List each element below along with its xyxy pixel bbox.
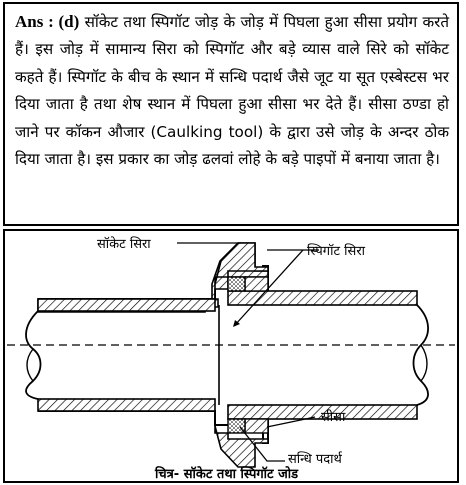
- socket-pipe-wall-top: [38, 299, 215, 311]
- right-break-inner: [421, 345, 427, 381]
- answer-text: सॉकेट तथा स्पिगॉट जोड़ के जोड़ में पिघला हुआ सीसा प्रयोग करते हैं। इस जोड़ में सामान्य सिरा को स्पिगॉट और बड़े व्यास वाले सिरे को सॉकेट कहते हैं। स्पिगॉट के बीच के स्थान में सन्धि पदार्थ जैसे जूट या सूत एस्बेस्टस भर दिया जाता है तथा शेष स्थान में पिघला हुआ सीसा भर देते हैं। सीसा ठण्डा हो जाने पर कॉकन औजार (Caulking tool) के द्वारा उसे जोड़ के अन्दर ठोक दिया जाता है। इस प्रकार का जोड़ ढलवां लोहे के बड़े पाइपों में बनाया जाता है।: [15, 13, 449, 169]
- spigot-wall-top: [228, 291, 417, 305]
- socket-spigot-joint-diagram: [5, 231, 457, 481]
- socket-pipe-wall-bottom: [38, 399, 215, 411]
- answer-label: Ans : (d): [15, 12, 80, 31]
- joint-material-label: सन्धि पदार्थ: [288, 452, 342, 467]
- left-break-inner: [27, 349, 33, 381]
- answer-box: [3, 2, 459, 226]
- lead-label: सीसा: [321, 410, 346, 425]
- diagram-box: [3, 229, 459, 483]
- lead-bottom: [245, 419, 268, 433]
- lead-top: [245, 277, 268, 291]
- joint-material-top: [228, 277, 245, 291]
- left-break-curve: [26, 311, 40, 399]
- socket-end-label: सॉकेट सिरा: [97, 237, 151, 252]
- spigot-end-label: स्पिगॉट सिरा: [307, 244, 366, 259]
- diagram-caption: चित्र- सॉकेट तथा स्पिगॉट जोड: [155, 467, 299, 481]
